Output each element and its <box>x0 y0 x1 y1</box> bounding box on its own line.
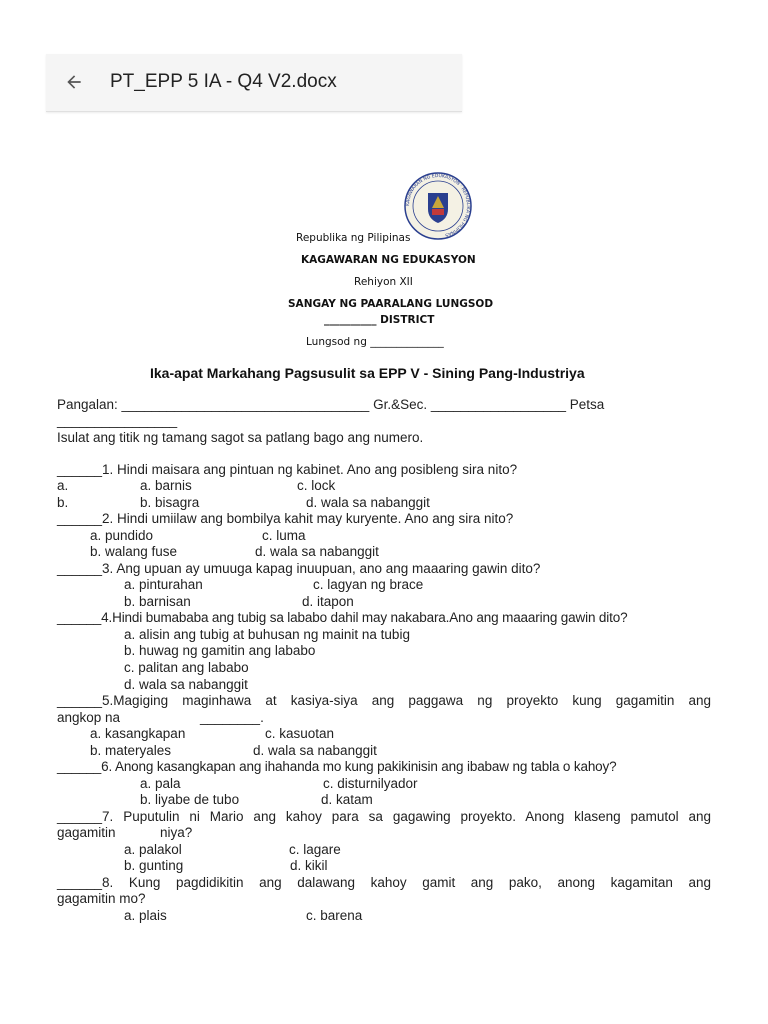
q3-option-d: d. itapon <box>302 594 354 609</box>
q5-stem-continued: angkop na <box>57 710 121 725</box>
q6-option-a: a. pala <box>140 776 181 791</box>
q1-stem: ______1. Hindi maisara ang pintuan ng kabinet. Ano ang posibleng sira nito? <box>57 462 518 477</box>
q6-option-b: b. liyabe de tubo <box>140 792 240 807</box>
deped-seal-icon <box>404 172 472 240</box>
q6-stem: ______6. Anong kasangkapan ang ihahanda mo kung pakikinisin ang ibabaw ng tabla o kahoy? <box>57 759 617 774</box>
q6-option-c: c. disturnilyador <box>323 776 418 791</box>
q7-option-a: a. palakol <box>124 842 182 857</box>
q5-option-a: a. kasangkapan <box>90 726 186 741</box>
division-line: SANGAY NG PAARALANG LUNGSOD <box>288 298 494 310</box>
q3-option-c: c. lagyan ng brace <box>313 577 424 592</box>
q1-marker-a: a. <box>57 478 69 493</box>
q2-option-b: b. walang fuse <box>90 544 178 559</box>
q8-option-a: a. plais <box>124 908 167 923</box>
q2-option-a: a. pundido <box>90 528 154 543</box>
q3-option-b: b. barnisan <box>124 594 191 609</box>
q8-stem: ______8. Kung pagdidikitin ang dalawang kahoy gamit ang pako, anong kagamitan ang <box>57 875 711 890</box>
seal-text: KAGAWARAN NG EDUKASYON · REPUBLIKA NG PILIPINAS <box>405 173 471 238</box>
q2-option-c: c. luma <box>262 528 306 543</box>
q1-option-b: b. bisagra <box>140 495 200 510</box>
q4-option-b: b. huwag ng gamitin ang lababo <box>124 643 316 658</box>
q1-option-c: c. lock <box>297 478 336 493</box>
back-button[interactable] <box>60 68 88 96</box>
q5-option-b: b. materyales <box>90 743 172 758</box>
q4-stem: ______4.Hindi bumababa ang tubig sa lababo dahil may nakabara.Ano ang maaaring gawin dito? <box>57 610 628 625</box>
q5-answer-blank: ________. <box>200 710 264 725</box>
q3-option-a: a. pinturahan <box>124 577 203 592</box>
q3-stem: ______3. Ang upuan ay umuuga kapag inuupuan, ano ang maaaring gawin dito? <box>57 561 541 576</box>
q1-option-d: d. wala sa nabanggit <box>306 495 430 510</box>
name-line-continued: ________________ <box>57 413 178 428</box>
document-title: PT_EPP 5 IA - Q4 V2.docx <box>110 71 337 92</box>
q6-option-d: d. katam <box>321 792 373 807</box>
arrow-left-icon[interactable] <box>64 72 84 92</box>
q7-stem-continued: gagamitin <box>57 825 116 840</box>
q7-option-c: c. lagare <box>289 842 341 857</box>
instructions: Isulat ang titik ng tamang sagot sa patlang bago ang numero. <box>57 430 424 445</box>
exam-title: Ika-apat Markahang Pagsusulit sa EPP V - Sining Pang-Industriya <box>150 365 585 381</box>
q5-stem: ______5.Magiging maginhawa at kasiya-siya ang paggawa ng proyekto kung gagamitin ang <box>57 693 711 708</box>
q7-option-d: d. kikil <box>290 858 328 873</box>
q1-option-a: a. barnis <box>140 478 192 493</box>
republic-line: Republika ng Pilipinas <box>296 232 411 244</box>
q7-option-b: b. gunting <box>124 858 184 873</box>
q1-marker-b: b. <box>57 495 69 510</box>
q8-stem-continued: gagamitin mo? <box>57 891 146 906</box>
q7-stem: ______7. Puputulin ni Mario ang kahoy para sa gagawing proyekto. Anong klaseng pamutol ang <box>57 809 711 824</box>
q2-option-d: d. wala sa nabanggit <box>255 544 379 559</box>
q4-option-d: d. wala sa nabanggit <box>124 677 248 692</box>
q4-option-c: c. palitan ang lababo <box>124 660 249 675</box>
q4-option-a: a. alisin ang tubig at buhusan ng mainit na tubig <box>124 627 410 642</box>
name-line: Pangalan: _________________________________ Gr.&Sec. __________________ Petsa <box>57 397 605 412</box>
department-line: KAGAWARAN NG EDUKASYON <box>301 254 476 266</box>
q5-option-c: c. kasuotan <box>265 726 335 741</box>
document-header-bar <box>46 54 462 112</box>
city-line: Lungsod ng ______________ <box>306 336 444 348</box>
district-line: __________ DISTRICT <box>324 314 435 326</box>
q5-option-d: d. wala sa nabanggit <box>253 743 377 758</box>
q8-option-c: c. barena <box>306 908 363 923</box>
region-line: Rehiyon XII <box>354 276 413 288</box>
q7-stem-continued-b: niya? <box>160 825 193 840</box>
page-cutoff <box>0 926 768 1024</box>
q2-stem: ______2. Hindi umiilaw ang bombilya kahit may kuryente. Ano ang sira nito? <box>57 511 514 526</box>
